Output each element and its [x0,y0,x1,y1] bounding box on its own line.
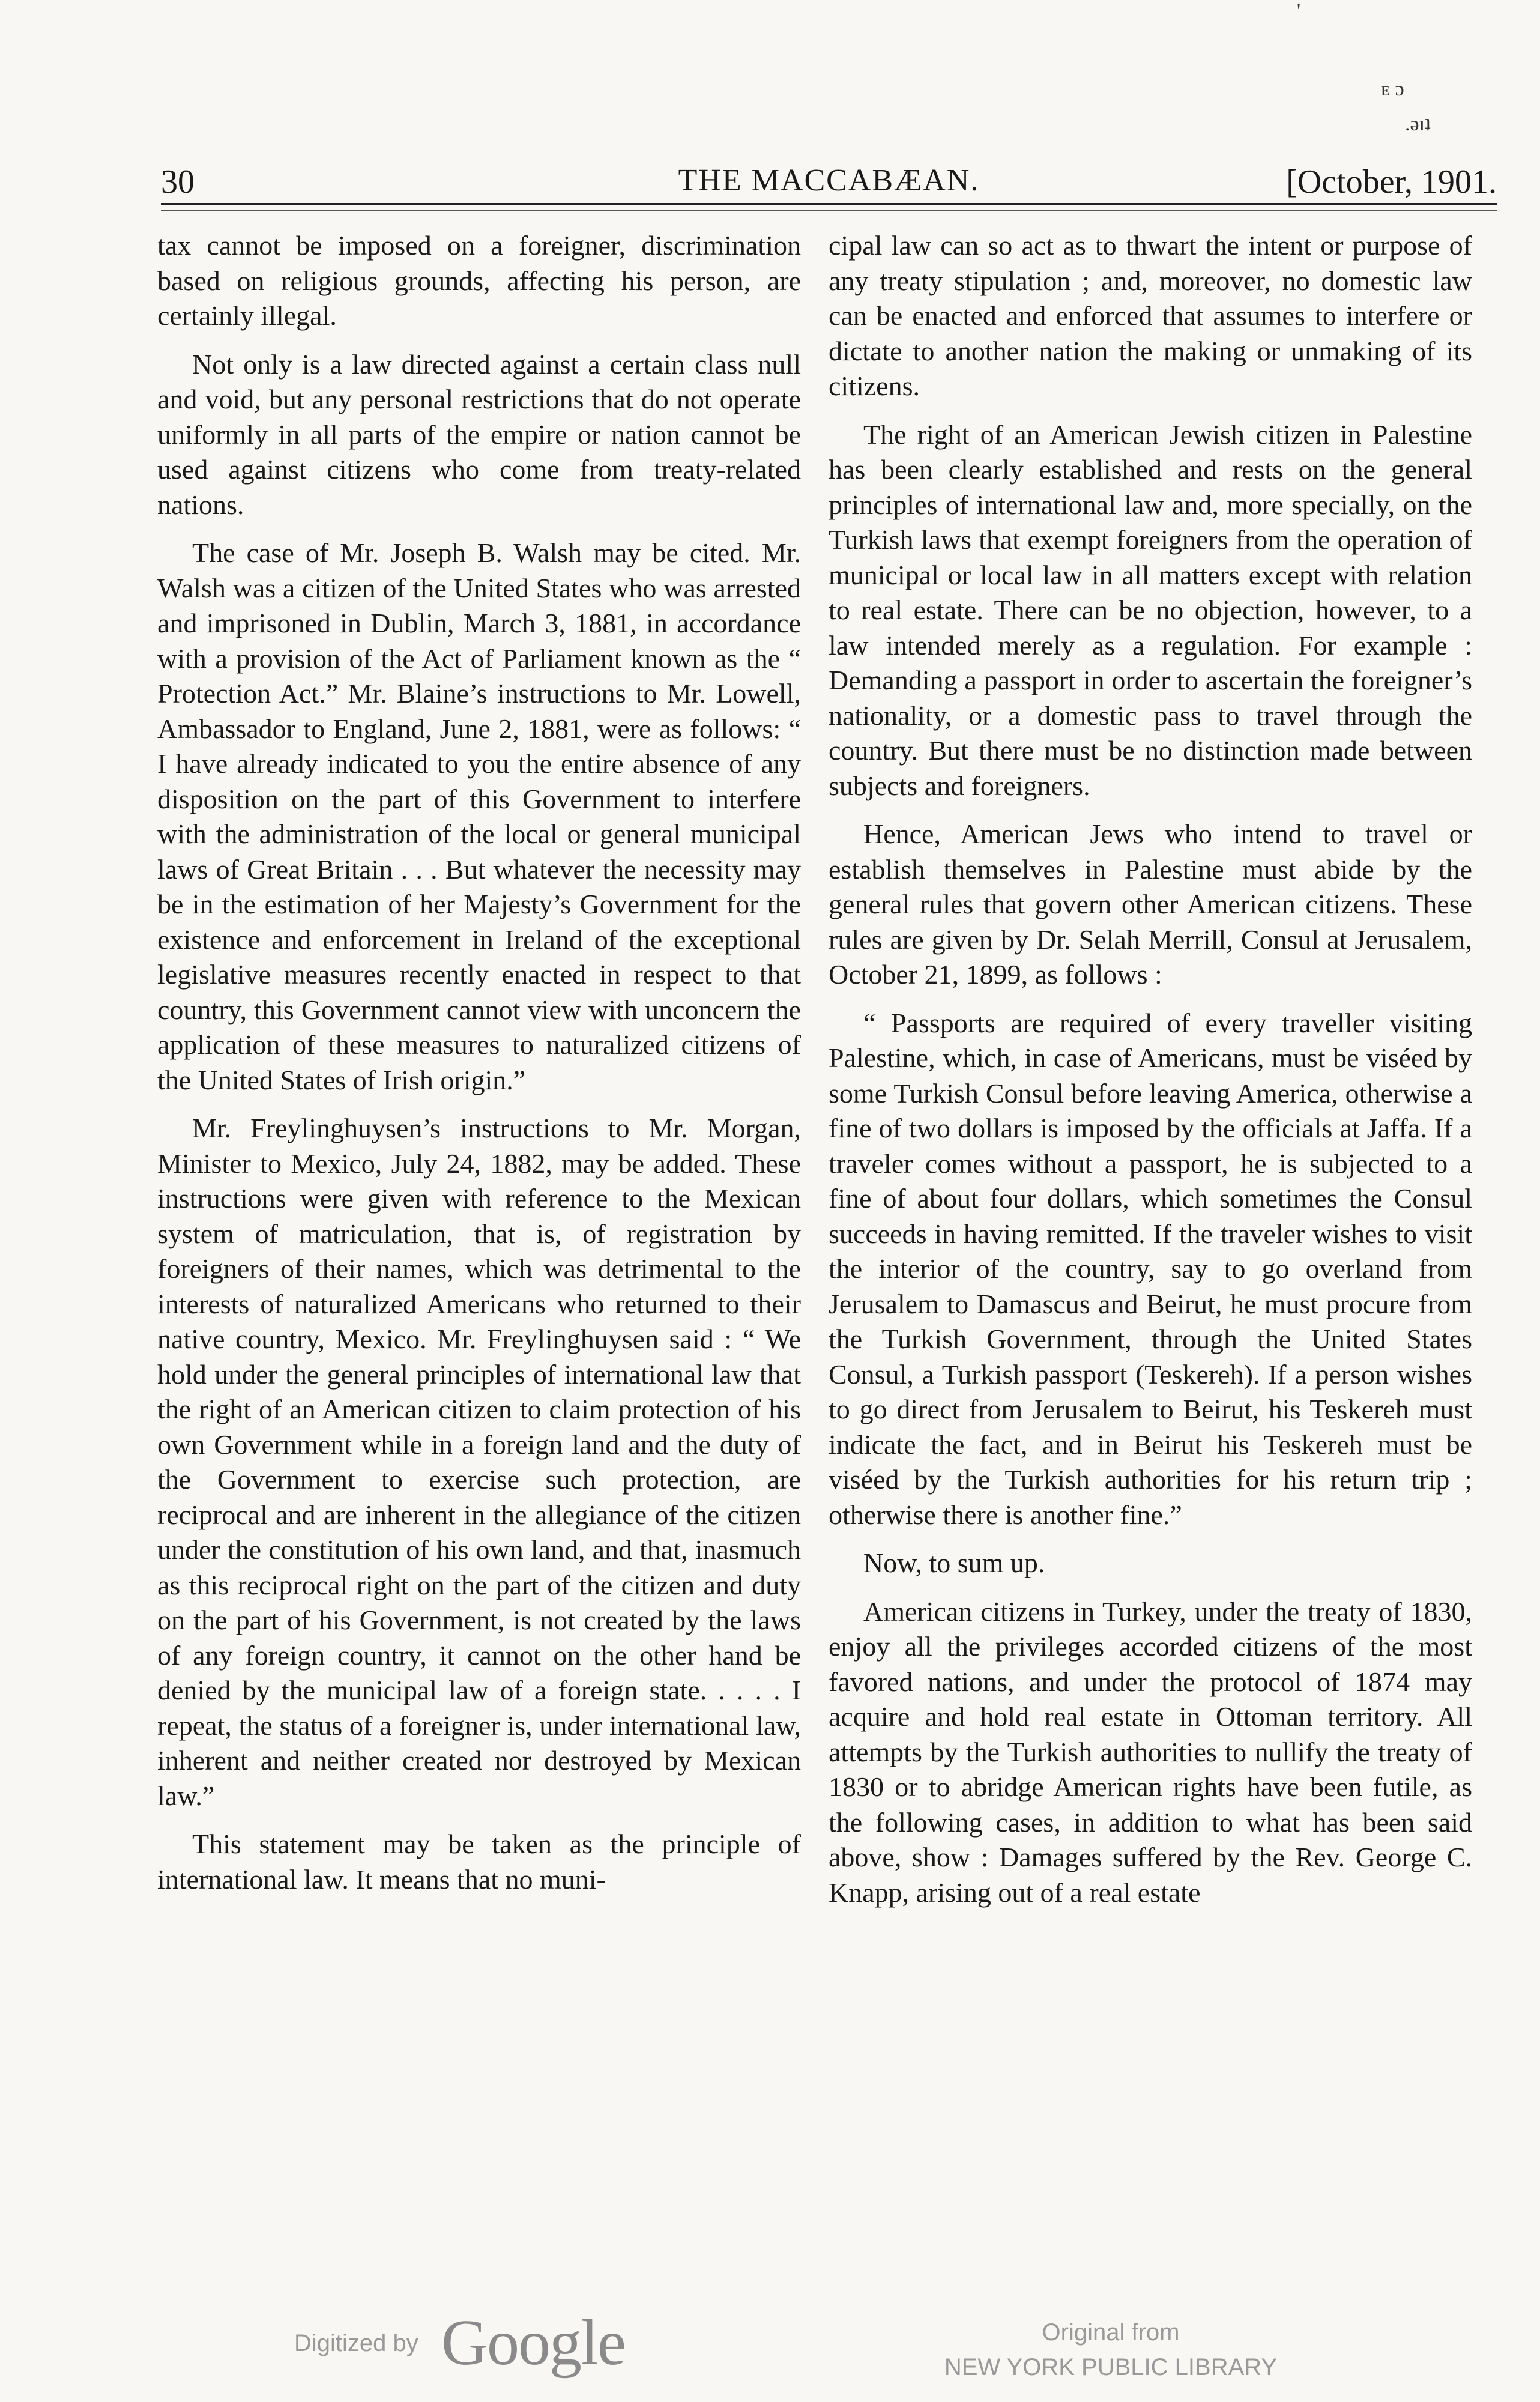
header-rule [161,203,1497,205]
original-from-label: Original from [1042,2319,1180,2346]
page-header [161,159,1497,201]
paragraph: This statement may be taken as the principle of international law. It means that no muni- [157,1829,801,1895]
paragraph: Mr. Freylinghuysen’s instructions to Mr. Morgan, Minister to Mexico, July 24, 1882, may be added. These instructions were given with reference to the Mexican system of matriculation, that is, of registration by foreigners of their names, which was detrimental to the interests of naturalized Americans who returned to their native country, Mexico. Mr. Freylinghuysen said : “ We hold under the general principles of international law that the right of an American citizen to claim protection of his own Government while in a foreign land and the duty of the Government to exercise such protection, are reciprocal and are inherent in the allegiance of the citizen under the constitution of his own land, and that, inasmuch as this reciprocal right on the part of the citizen and duty on the part of his Government, is not created by the laws of any foreign country, it cannot on the other hand be denied by the municipal law of a foreign state. . . . . I repeat, the status of a foreigner is, under international law, inherent and neither created nor destroyed by Mexican law.” [157,1113,801,1811]
paragraph: cipal law can so act as to thwart the intent or purpose of any treaty stipulation ; and, moreover, no domestic law can be enacted and enforced that assumes to interfere or dictate to another nation the making or unmaking of its citizens. [829,230,1472,401]
paragraph: American citizens in Turkey, under the treaty of 1830, enjoy all the privileges accorded citizens of the most favored nations, and under the protocol of 1874 may acquire and hold real estate in Ottoman territory. All attempts by the Turkish authorities to nullify the treaty of 1830 or to abridge American rights have been futile, as the following cases, in addition to what has been said above, show : Damages suffered by the Rev. George C. Knapp, arising out of a real estate [829,1596,1472,1908]
paragraph: Hence, American Jews who intend to travel or establish themselves in Palestine must abide by the general rules that govern other American citizens. These rules are given by Dr. Selah Merrill, Consul at Jerusalem, October 21, 1899, as follows : [829,818,1472,990]
paragraph: Not only is a law directed against a certain class null and void, but any personal restrictions that do not operate uniformly in all parts of the empire or nation cannot be used against citizens who come from treaty-related nations. [157,348,801,520]
google-logo: Google [441,2307,625,2379]
page-number: 30 [161,163,195,201]
paragraph: The right of an American Jewish citizen in Palestine has been clearly established and rests on the general principles of international law and, more specially, on the Turkish laws that exempt foreigners from the operation of municipal or local law in all matters except with relation to real estate. There can be no objection, however, to a law intended merely as a regulation. For example : Demanding a passport in order to ascertain the foreigner’s nationality, or a domestic pass to travel through the country. But there must be no distinction made between subjects and foreigners. [829,419,1472,801]
paragraph: Now, to sum up. [863,1547,1045,1578]
quoted-paragraph: “ Passports are required of every traveller visiting Palestine, which, in case of Americans, must be viséed by some Turkish Consul before leaving America, otherwise a fine of two dollars is imposed by the officials at Jaffa. If a traveler comes without a passport, he is subjected to a fine of about four dollars, which sometimes the Consul succeeds in having remitted. If the traveler wishes to visit the interior of the country, say to go overland from Jerusalem to Damascus and Beirut, he must procure from the Turkish Government, through the United States Consul, a Turkish passport (Teskereh). If a person wishes to go direct from Jerusalem to Beirut, his Teskereh must indicate the fact, and in Beirut his Teskereh must be viséed by the Turkish authorities for his return trip ; otherwise there is another fine.” [829,1007,1472,1530]
corner-mark-top: ' [1297,0,1301,22]
paragraph: tax cannot be imposed on a foreigner, discrimination based on religious grounds, affecting his person, are certainly illegal. [157,230,801,331]
journal-title: THE MACCABÆAN. [678,163,980,198]
library-name: NEW YORK PUBLIC LIBRARY [944,2354,1278,2380]
corner-mark-a: ᴇ ɔ [1381,78,1404,100]
digitized-by-label: Digitized by [294,2330,418,2356]
library-credit [889,2315,1333,2385]
corner-mark-b: .ǝıʇ [1405,113,1431,135]
issue-date: [October, 1901. [1286,163,1497,201]
left-column [157,228,801,2186]
paragraph: The case of Mr. Joseph B. Walsh may be cited. Mr. Walsh was a citizen of the United States who was arrested and imprisoned in Dublin, March 3, 1881, in accordance with a provision of the Act of Parliament known as the “ Protection Act.” Mr. Blaine’s instructions to Mr. Lowell, Ambassador to England, June 2, 1881, were as follows: “ I have already indicated to you the entire absence of any disposition on the part of this Government to interfere with the administration of the local or general municipal laws of Great Britain . . . But whatever the necessity may be in the estimation of her Majesty’s Government for the existence and enforcement in Ireland of the exceptional legislative measures recently enacted in respect to that country, this Government cannot view with unconcern the application of these measures to naturalized citizens of the United States of Irish origin.” [157,537,801,1095]
header-rule-thin [161,210,1497,211]
right-column [829,228,1472,2186]
